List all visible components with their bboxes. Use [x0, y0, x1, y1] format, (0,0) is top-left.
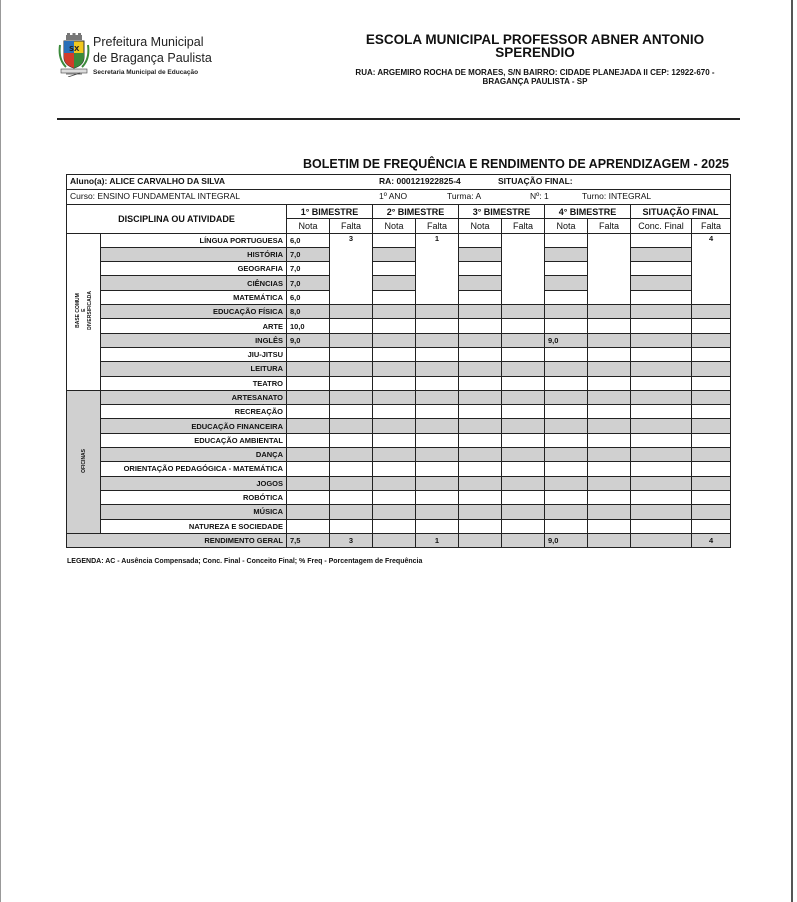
- b1-nota: 7,0: [287, 262, 330, 276]
- b1-falta: 3: [330, 233, 373, 304]
- table-row: [67, 347, 731, 361]
- oficina-name: EDUCAÇÃO FINANCEIRA: [101, 419, 287, 433]
- nota-header: Nota: [545, 219, 588, 233]
- b2-falta: 1: [416, 233, 459, 304]
- table-row: [67, 448, 731, 462]
- page-edge-right: [791, 0, 793, 902]
- falta-header: Falta: [692, 219, 731, 233]
- final-falta: 4: [692, 233, 731, 304]
- oficina-name: MÚSICA: [101, 505, 287, 519]
- subject-name: TEATRO: [101, 376, 287, 390]
- course-row: [67, 190, 731, 205]
- table-row: [67, 247, 731, 261]
- oficina-name: RECREAÇÃO: [101, 405, 287, 419]
- bimestre-2-header: 2° BIMESTRE: [373, 205, 459, 219]
- student-ra: RA: 000121922825-4: [379, 176, 461, 186]
- rendimento-b1-falta: 3: [330, 533, 373, 547]
- table-row: [67, 476, 731, 490]
- school-address: [320, 68, 750, 86]
- subject-name: MATEMÁTICA: [101, 290, 287, 304]
- course-label: Curso: ENSINO FUNDAMENTAL INTEGRAL: [70, 191, 241, 201]
- header-row-1: [67, 205, 731, 219]
- situacao-final-label: SITUAÇÃO FINAL:: [498, 176, 573, 186]
- address-line2: BRAGANÇA PAULISTA - SP: [482, 77, 588, 86]
- nota-header: Nota: [287, 219, 330, 233]
- address-line1: RUA: ARGEMIRO ROCHA DE MORAES, S/N BAIRRO: CIDADE PLANEJADA II CEP: 12922-670 -: [355, 68, 715, 77]
- disciplina-header: DISCIPLINA OU ATIVIDADE: [67, 205, 287, 234]
- b1-nota: 7,0: [287, 276, 330, 290]
- oficina-name: JOGOS: [101, 476, 287, 490]
- school-name: [330, 33, 740, 59]
- table-row: [67, 433, 731, 447]
- b1-nota: 6,0: [287, 233, 330, 247]
- table-row: [67, 405, 731, 419]
- grade-year: 1º ANO: [379, 191, 408, 201]
- table-row: [67, 362, 731, 376]
- table-row: [67, 233, 731, 247]
- table-row: [67, 419, 731, 433]
- table-row: [67, 519, 731, 533]
- falta-header: Falta: [588, 219, 631, 233]
- student-row: [67, 175, 731, 190]
- subject-name: EDUCAÇÃO FÍSICA: [101, 305, 287, 319]
- nota-header: Nota: [373, 219, 416, 233]
- rendimento-final-falta: 4: [692, 533, 731, 547]
- header-divider: [57, 118, 740, 120]
- coat-of-arms-icon: [58, 33, 90, 77]
- b4-nota: 9,0: [545, 333, 588, 347]
- svg-text:SX: SX: [69, 45, 80, 53]
- table-row: [67, 390, 731, 404]
- conc-final-header: Conc. Final: [631, 219, 692, 233]
- shift-label: Turno: INTEGRAL: [582, 191, 652, 201]
- base-group-label: BASE COMUM E DIVERSIFICADA: [67, 233, 101, 390]
- secretaria-label: Secretaria Municipal de Educação: [93, 69, 199, 76]
- bimestre-1-header: 1° BIMESTRE: [287, 205, 373, 219]
- situacao-final-header: SITUAÇÃO FINAL: [631, 205, 731, 219]
- oficinas-group-label: OFICINAS: [67, 390, 101, 533]
- page-edge-left: [0, 0, 1, 902]
- nota-header: Nota: [459, 219, 502, 233]
- table-row: [67, 305, 731, 319]
- rendimento-geral-row: [67, 533, 731, 547]
- report-title: BOLETIM DE FREQUÊNCIA E RENDIMENTO DE APRENDIZAGEM - 2025: [303, 157, 729, 171]
- oficina-name: ORIENTAÇÃO PEDAGÓGICA - MATEMÁTICA: [101, 462, 287, 476]
- oficina-name: NATUREZA E SOCIEDADE: [101, 519, 287, 533]
- table-row: [67, 490, 731, 504]
- oficina-name: ARTESANATO: [101, 390, 287, 404]
- prefeitura-line2: de Bragança Paulista: [93, 51, 212, 65]
- bimestre-3-header: 3° BIMESTRE: [459, 205, 545, 219]
- falta-header: Falta: [502, 219, 545, 233]
- class-label: Turma: A: [447, 191, 482, 201]
- table-row: [67, 290, 731, 304]
- grades-table: [66, 174, 731, 548]
- table-row: [67, 376, 731, 390]
- b1-nota: 6,0: [287, 290, 330, 304]
- bimestre-4-header: 4° BIMESTRE: [545, 205, 631, 219]
- table-row: [67, 262, 731, 276]
- b1-nota: 7,0: [287, 247, 330, 261]
- table-row: [67, 462, 731, 476]
- student-number: Nº: 1: [530, 191, 549, 201]
- oficina-name: EDUCAÇÃO AMBIENTAL: [101, 433, 287, 447]
- table-row: [67, 276, 731, 290]
- prefeitura-logo: [58, 33, 228, 83]
- prefeitura-line1: Prefeitura Municipal: [93, 35, 204, 49]
- school-name-line2: SPERENDIO: [495, 45, 575, 60]
- subject-name: CIÊNCIAS: [101, 276, 287, 290]
- falta-header: Falta: [330, 219, 373, 233]
- subject-name: LÍNGUA PORTUGUESA: [101, 233, 287, 247]
- rendimento-b2-falta: 1: [416, 533, 459, 547]
- rendimento-b4-nota: 9,0: [545, 533, 588, 547]
- subject-name: ARTE: [101, 319, 287, 333]
- table-row: [67, 319, 731, 333]
- student-name: Aluno(a): ALICE CARVALHO DA SILVA: [70, 176, 226, 186]
- legend: LEGENDA: AC - Ausência Compensada; Conc. Final - Conceito Final; % Freq - Porcentagem de Frequência: [67, 558, 423, 565]
- b1-nota: 10,0: [287, 319, 330, 333]
- school-name-line1: ESCOLA MUNICIPAL PROFESSOR ABNER ANTONIO: [365, 32, 705, 47]
- rendimento-b1-nota: 7,5: [287, 533, 330, 547]
- subject-name: GEOGRAFIA: [101, 262, 287, 276]
- subject-name: INGLÊS: [101, 333, 287, 347]
- subject-name: HISTÓRIA: [101, 247, 287, 261]
- falta-header: Falta: [416, 219, 459, 233]
- rendimento-geral-label: RENDIMENTO GERAL: [67, 533, 287, 547]
- b1-nota: 8,0: [287, 305, 330, 319]
- table-row: [67, 333, 731, 347]
- oficina-name: DANÇA: [101, 448, 287, 462]
- b1-nota: 9,0: [287, 333, 330, 347]
- table-row: [67, 505, 731, 519]
- oficina-name: ROBÓTICA: [101, 490, 287, 504]
- subject-name: JIU-JITSU: [101, 347, 287, 361]
- subject-name: LEITURA: [101, 362, 287, 376]
